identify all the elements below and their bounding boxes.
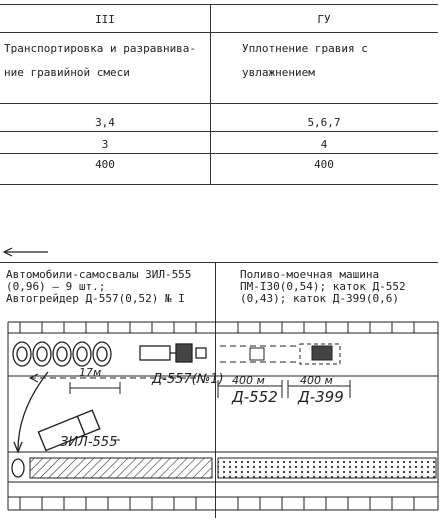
count-left: 3: [101, 138, 109, 151]
machines-right-line3: (0,43); каток Д-399(0,6): [240, 292, 399, 305]
machines-left-line1: Автомобили-самосвалы ЗИЛ-555: [6, 268, 192, 281]
column-header-left: III: [95, 13, 115, 26]
grader-label: Д-557(№1): [152, 372, 224, 387]
numbers-right: 5,6,7: [307, 116, 341, 129]
gap-label: 17м: [79, 366, 102, 379]
machines-left-line2: (0,96) – 9 шт.;: [6, 280, 106, 293]
machines-left-line3: Автогрейдер Д-557(0,52) № I: [6, 292, 185, 305]
roller-d552-label: Д-552: [232, 388, 278, 406]
distance-left: 400 м: [232, 374, 265, 387]
length-left: 400: [95, 158, 115, 171]
count-right: 4: [320, 138, 328, 151]
operation-left-line2: ние гравийной смеси: [4, 66, 130, 79]
column-header-right: ГУ: [317, 13, 331, 26]
numbers-left: 3,4: [95, 116, 115, 129]
truck-label: ЗИЛ-555: [60, 435, 118, 450]
machines-right-line2: ПМ-I30(0,54); каток Д-552: [240, 280, 406, 293]
roller-d399-label: Д-399: [298, 388, 344, 406]
length-right: 400: [314, 158, 334, 171]
operation-right-line2: увлажнением: [242, 66, 315, 79]
machines-right-line1: Полив⁠о-моечная машина: [240, 268, 380, 281]
operation-left-line1: Транспортировка и разравнива-: [4, 42, 197, 55]
operation-right-line1: Уплотнение гравия с: [242, 42, 368, 55]
distance-right: 400 м: [300, 374, 333, 387]
